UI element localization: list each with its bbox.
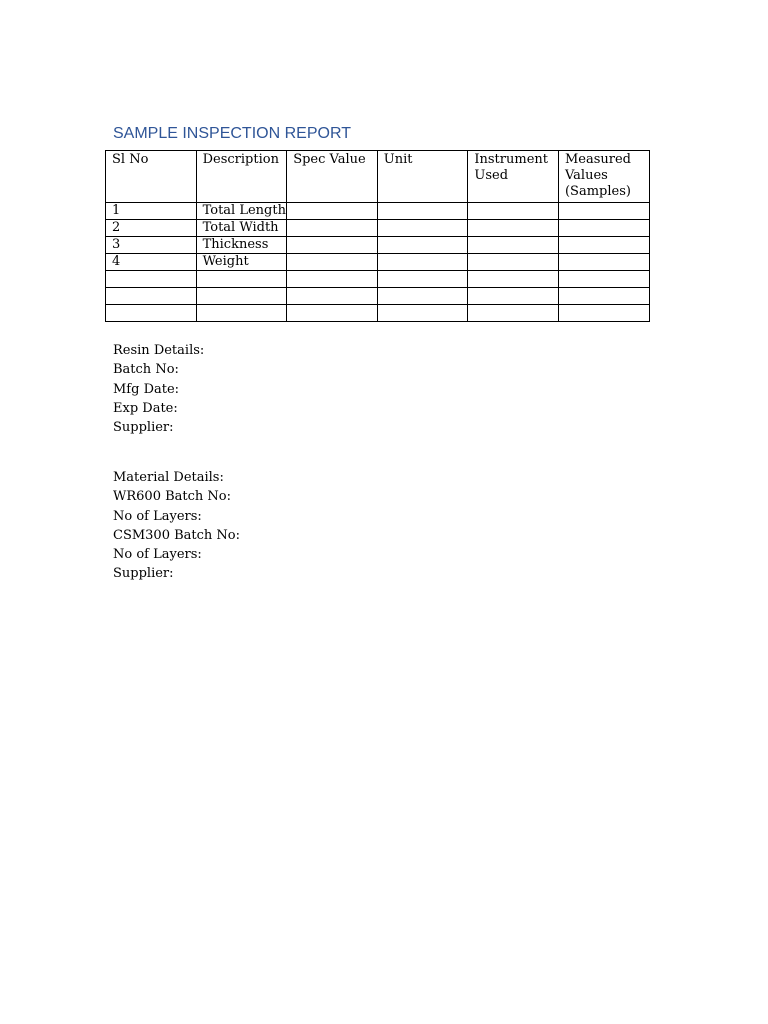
table-cell bbox=[287, 220, 378, 237]
table-cell: Thickness bbox=[196, 237, 287, 254]
table-cell bbox=[196, 288, 287, 305]
table-cell bbox=[377, 288, 468, 305]
table-cell bbox=[287, 305, 378, 322]
report-title: SAMPLE INSPECTION REPORT bbox=[113, 125, 351, 142]
material-details-section bbox=[113, 468, 240, 584]
table-cell bbox=[468, 271, 559, 288]
table-row bbox=[106, 237, 650, 254]
table-row bbox=[106, 254, 650, 271]
table-cell bbox=[196, 305, 287, 322]
table-cell bbox=[377, 203, 468, 220]
header-instrument-used: Instrument Used bbox=[468, 151, 559, 203]
resin-mfg-date-label: Mfg Date: bbox=[113, 381, 180, 397]
csm300-layers-label: No of Layers: bbox=[113, 547, 202, 563]
wr600-batch-no-label: WR600 Batch No: bbox=[113, 489, 231, 505]
table-cell: Total Length bbox=[196, 203, 287, 220]
table-cell: 1 bbox=[106, 203, 197, 220]
table-cell bbox=[377, 237, 468, 254]
table-cell bbox=[558, 254, 649, 271]
table-row bbox=[106, 271, 650, 288]
material-supplier-label: Supplier: bbox=[113, 566, 174, 582]
table-cell bbox=[106, 305, 197, 322]
table-cell bbox=[377, 220, 468, 237]
inspection-table bbox=[105, 150, 650, 322]
table-cell bbox=[468, 220, 559, 237]
table-cell bbox=[558, 305, 649, 322]
table-row bbox=[106, 220, 650, 237]
table-cell bbox=[558, 237, 649, 254]
table-cell bbox=[558, 271, 649, 288]
header-spec-value: Spec Value bbox=[287, 151, 378, 203]
table-row bbox=[106, 305, 650, 322]
table-cell bbox=[287, 237, 378, 254]
resin-details-section bbox=[113, 341, 204, 437]
table-cell bbox=[377, 305, 468, 322]
table-cell bbox=[468, 288, 559, 305]
table-cell bbox=[287, 254, 378, 271]
table-cell: Weight bbox=[196, 254, 287, 271]
table-cell bbox=[287, 288, 378, 305]
table-cell bbox=[468, 254, 559, 271]
table-cell: 3 bbox=[106, 237, 197, 254]
table-cell bbox=[287, 271, 378, 288]
table-cell bbox=[287, 203, 378, 220]
csm300-batch-no-label: CSM300 Batch No: bbox=[113, 527, 241, 543]
material-details-heading: Material Details: bbox=[113, 470, 224, 485]
table-cell bbox=[106, 271, 197, 288]
table-cell bbox=[196, 271, 287, 288]
table-cell bbox=[558, 203, 649, 220]
table-cell bbox=[468, 203, 559, 220]
table-cell: Total Width bbox=[196, 220, 287, 237]
wr600-layers-label: No of Layers: bbox=[113, 508, 202, 524]
table-row bbox=[106, 288, 650, 305]
header-sl-no: Sl No bbox=[106, 151, 197, 203]
table-header-row bbox=[106, 151, 650, 203]
table-cell: 2 bbox=[106, 220, 197, 237]
resin-details-heading: Resin Details: bbox=[113, 343, 205, 358]
table-cell bbox=[377, 271, 468, 288]
header-description: Description bbox=[196, 151, 287, 203]
table-row bbox=[106, 203, 650, 220]
header-unit: Unit bbox=[377, 151, 468, 203]
resin-batch-no-label: Batch No: bbox=[113, 362, 179, 378]
table-cell bbox=[468, 237, 559, 254]
header-measured-values: Measured Values (Samples) bbox=[558, 151, 649, 203]
table-cell bbox=[377, 254, 468, 271]
table-cell bbox=[558, 220, 649, 237]
table-cell bbox=[468, 305, 559, 322]
table-cell: 4 bbox=[106, 254, 197, 271]
table-cell bbox=[558, 288, 649, 305]
resin-exp-date-label: Exp Date: bbox=[113, 400, 178, 416]
table-cell bbox=[106, 288, 197, 305]
resin-supplier-label: Supplier: bbox=[113, 420, 174, 436]
